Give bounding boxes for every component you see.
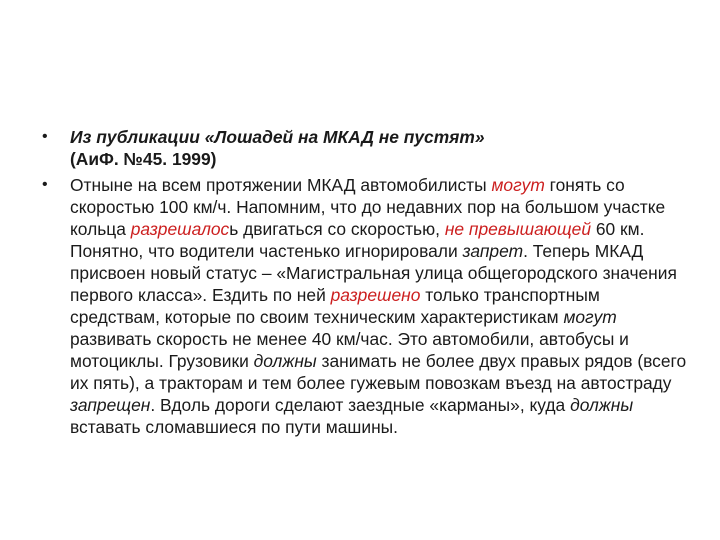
text-run: вставать сломавшиеся по пути машины. — [70, 417, 399, 437]
text-run: . Теперь МКАД присвоен новый статус – «Магистральная улица общегородского значения первого класса». Ездить по ней — [70, 241, 677, 305]
bullet-icon: • — [42, 128, 48, 145]
highlighted-modal-word: могут — [491, 175, 545, 195]
text-run: только транспортным средствам, которые по своим техническим характеристикам — [70, 285, 600, 327]
text-run: Отныне на всем протяжении МКАД автомобилисты — [70, 175, 492, 195]
text-run: 60 км. Понятно, что водители частенько игнорировали — [70, 219, 645, 261]
highlighted-modal-word: не превышающей — [444, 219, 592, 239]
bullet-icon: • — [42, 176, 48, 193]
highlighted-modal-word: разрешалос — [130, 219, 230, 239]
text-run: занимать не более двух правых рядов (всего их пять), а тракторам и тем более гужевым повозкам въезд на автостраду — [70, 351, 687, 393]
italic-modal-word: могут — [563, 307, 617, 327]
text-run: развивать скорость не менее 40 км/час. Это автомобили, автобусы и мотоциклы. Грузовики — [70, 329, 629, 371]
italic-modal-word: должны — [570, 395, 634, 415]
body-paragraph — [70, 175, 686, 437]
italic-modal-word: должны — [253, 351, 317, 371]
bullet-item-source — [42, 126, 692, 170]
highlighted-modal-word: разрешено — [330, 285, 421, 305]
italic-modal-word: запрет — [462, 241, 524, 261]
bullet-item-body — [42, 174, 692, 438]
publication-title: Из публикации «Лошадей на МКАД не пустят» — [70, 127, 485, 147]
text-run: . Вдоль дороги сделают заездные «карманы», куда — [150, 395, 571, 415]
text-run: ь двигаться со скоростью, — [229, 219, 445, 239]
text-run: гонять со скоростью 100 км/ч. Напомним, что до недавних пор на большом участке кольца — [70, 175, 666, 239]
publication-reference: (АиФ. №45. 1999) — [70, 149, 217, 169]
bullet-list — [42, 126, 692, 442]
italic-modal-word: запрещен — [70, 395, 151, 415]
